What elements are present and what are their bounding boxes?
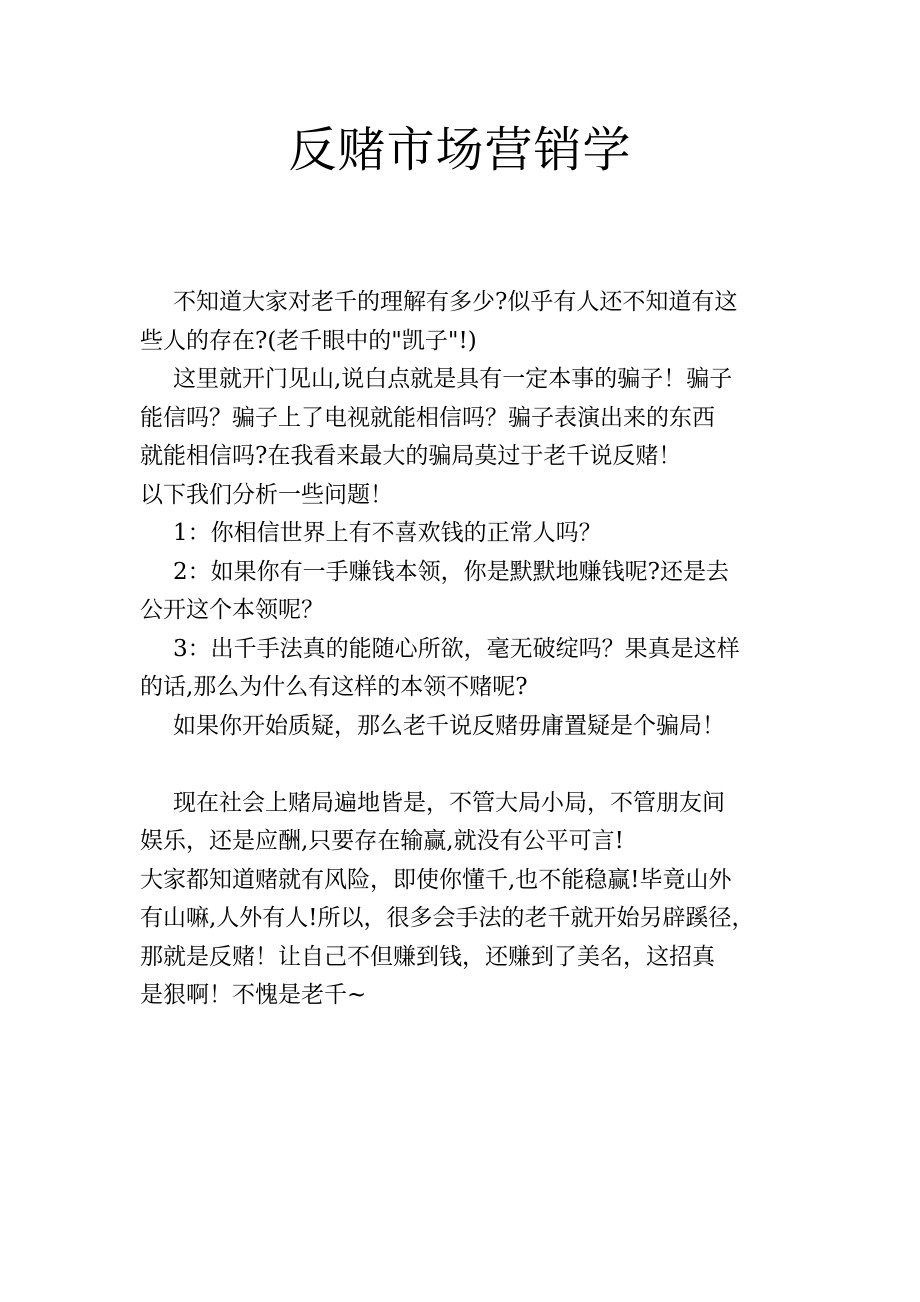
paragraph-spacer: [140, 745, 790, 784]
paragraph-line: 些人的存在?(老千眼中的"凯子"!): [140, 327, 477, 354]
document-body: [140, 283, 790, 1015]
paragraph-line: 如果你开始质疑，那么老千说反赌毋庸置疑是个骗局！: [173, 712, 725, 739]
paragraph-line: 不知道大家对老千的理解有多少?似乎有人还不知道有这: [173, 289, 738, 315]
paragraph-line: 以下我们分析一些问题！: [140, 481, 393, 508]
paragraph-line: 3：出千手法真的能随心所欲，毫无破绽吗？果真是这样: [173, 635, 740, 662]
paragraph-line: 2：如果你有一手赚钱本领，你是默默地赚钱呢?还是去: [173, 558, 729, 585]
paragraph-line: 是狠啊！不愧是老千~: [140, 982, 367, 1008]
document-title: 反赌市场营销学: [288, 122, 632, 178]
paragraph-line: 那就是反赌！让自己不但赚到钱，还赚到了美名，这招真: [140, 943, 715, 970]
paragraph-line: 1：你相信世界上有不喜欢钱的正常人吗？: [173, 520, 602, 546]
paragraph-line: 大家都知道赌就有风险，即使你懂千,也不能稳赢!毕竟山外: [140, 866, 732, 893]
paragraph-line: 的话,那么为什么有这样的本领不赌呢?: [140, 674, 528, 700]
paragraph-line: 能信吗？骗子上了电视就能相信吗？骗子表演出来的东西: [140, 404, 715, 431]
paragraph-line: 有山嘛,人外有人!所以，很多会手法的老千就开始另辟蹊径，: [140, 905, 755, 931]
paragraph-line: 就能相信吗?在我看来最大的骗局莫过于老千说反赌！: [140, 443, 682, 469]
paragraph-line: 公开这个本领呢？: [140, 597, 324, 623]
paragraph-line: 娱乐，还是应酬,只要存在输赢,就没有公平可言!: [140, 828, 624, 854]
paragraph-line: 这里就开门见山,说白点就是具有一定本事的骗子！骗子: [173, 366, 733, 392]
paragraph-line: 现在社会上赌局遍地皆是，不管大局小局，不管朋友间: [173, 789, 725, 816]
